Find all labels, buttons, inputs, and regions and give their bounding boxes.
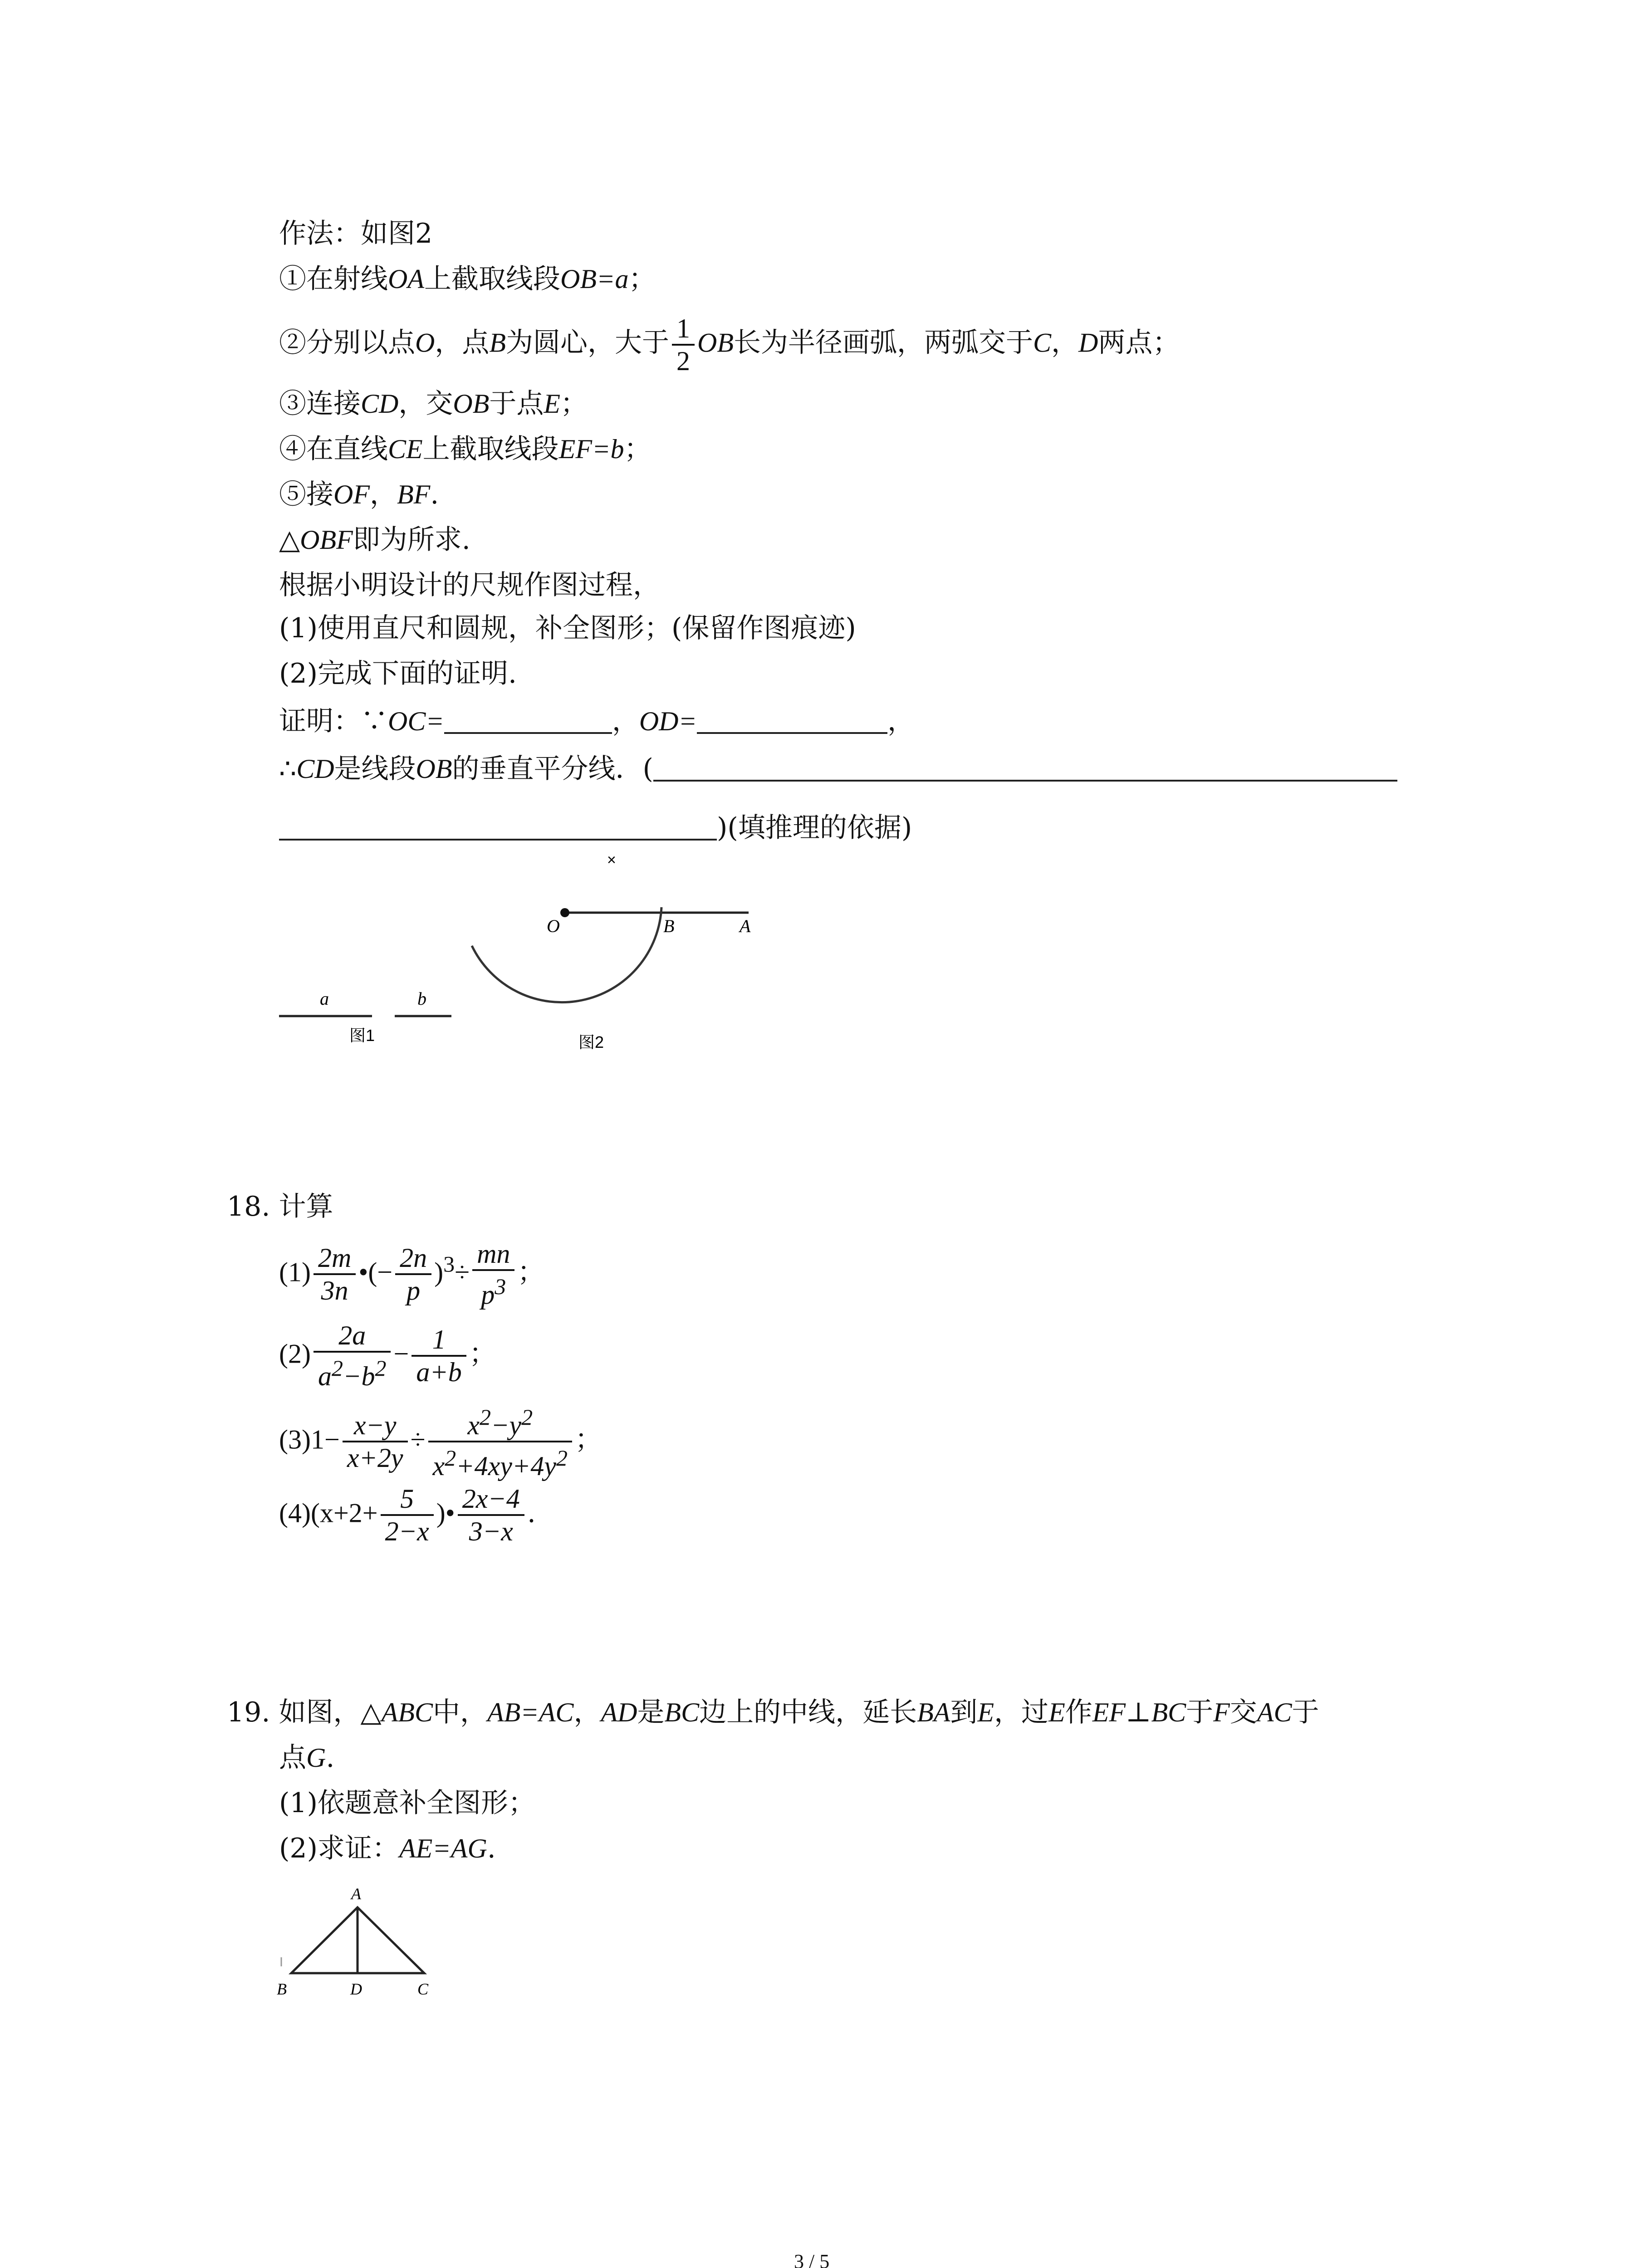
basis-line: )(填推理的依据): [279, 810, 912, 846]
q19-statement-line-1: 19. 如图，△ABC中，AB=AC，AD是BC边上的中线，延长BA到E，过E作EF⊥BC于F交AC于: [227, 1696, 1319, 1728]
half-fraction: $\frac{1}{2}$: [672, 313, 695, 376]
label-b-point: B: [663, 916, 675, 936]
label-a-point: A: [740, 916, 751, 936]
step-5: ⑤接OF，BF.: [279, 479, 439, 510]
label-c: C: [417, 1980, 429, 1998]
label-o: O: [547, 916, 560, 936]
point-o: [560, 908, 569, 917]
label-a: A: [351, 1885, 361, 1903]
step-3: ③连接CD，交OB于点E；: [279, 388, 588, 420]
method-title: 作法：如图2: [279, 218, 433, 249]
q18-title: 18. 计算: [227, 1191, 333, 1222]
intro-line: 根据小明设计的尺规作图过程，: [279, 569, 660, 601]
q19-part-2: (2)求证：AE=AG.: [279, 1833, 496, 1864]
arc-mark: ×: [607, 851, 616, 869]
part-1: (1)使用直尺和圆规，补全图形；(保留作图痕迹): [279, 612, 856, 644]
q18-part-4: (4)(x+2+ $\frac{5}{2-x}$ )• $\frac{2x-4}{3-x}$ .: [279, 1484, 536, 1546]
part-2: (2)完成下面的证明.: [279, 658, 517, 689]
page-number: 3 / 5: [794, 2250, 830, 2268]
q18-part-2: (2) $\frac{2a}{a^2-b^2}$ − $\frac{1}{a+b}$ ；: [279, 1320, 496, 1391]
proof-line: 证明：∵OC= ，OD= ，: [279, 705, 915, 737]
caption-figure-1: 图1: [349, 1026, 375, 1045]
q18-part-1: (1) $\frac{2m}{3n}$ •(− $\frac{2n}{p}$ )$^3$÷ $\frac{mn}{p^3}$ ；: [279, 1239, 545, 1310]
q19-statement-line-2: 点G.: [279, 1742, 335, 1774]
label-a: a: [320, 988, 329, 1009]
caption-figure-2: 图2: [578, 1033, 604, 1051]
conclusion-line: ∴CD是线段OB的垂直平分线．(: [279, 751, 1397, 787]
label-b: B: [277, 1980, 287, 1998]
arc: [472, 907, 661, 1002]
q19-part-1: (1)依题意补全图形；: [279, 1787, 535, 1819]
triangle-figure: [268, 1876, 449, 2003]
q18-part-3: (3)1− $\frac{x-y}{x+2y}$ ÷ $\frac{x^2-y^2}{x^2+4xy+4y^2}$ ；: [279, 1402, 602, 1481]
label-b: b: [417, 988, 426, 1009]
step-2: ②分别以点O，点B为圆心，大于 $\frac{1}{2}$ OB长为半径画弧，两弧交于C，D两点；: [279, 313, 1180, 376]
label-d: D: [350, 1980, 362, 1998]
step-1: ①在射线OA上截取线段OB=a；: [279, 263, 656, 295]
result-line: △OBF即为所求.: [279, 524, 470, 556]
step-4: ④在直线CE上截取线段EF=b；: [279, 433, 652, 465]
